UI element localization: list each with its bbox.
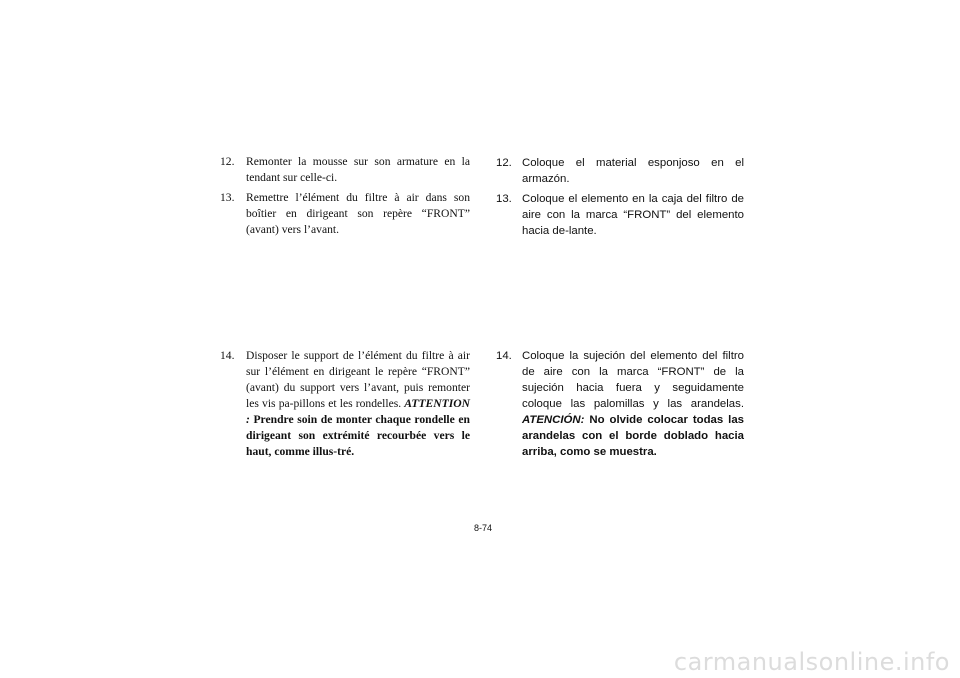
spanish-column-bottom <box>496 348 744 460</box>
watermark: carmanualsonline.info <box>673 648 950 676</box>
french-column-bottom <box>220 348 470 460</box>
spanish-column-top <box>496 155 744 239</box>
step-text: Remettre l’élément du filtre à air dans son boîtier en dirigeant son repère “FRONT” (avant) vers l’avant. <box>246 191 470 236</box>
french-step-13 <box>220 190 470 238</box>
spanish-step-14 <box>496 348 744 460</box>
step-text: Disposer le support de l’élément du filtre à air sur l’élément en dirigeant le repère “FRONT” (avant) du support vers l’avant, puis remonter les vis pa-pillons et les rondelles. <box>246 349 470 410</box>
spanish-step-13 <box>496 191 744 239</box>
french-column-top <box>220 154 470 238</box>
step-number: 13. <box>496 193 512 205</box>
french-step-12 <box>220 154 470 186</box>
french-step-14 <box>220 348 470 460</box>
step-number: 12. <box>496 157 512 169</box>
page-number: 8-74 <box>474 523 493 533</box>
attention-label: ATTENTION : <box>246 397 470 426</box>
spanish-step-12 <box>496 155 744 187</box>
step-number: 13. <box>220 191 235 204</box>
step-number: 12. <box>220 155 235 168</box>
step-text: Coloque el elemento en la caja del filtro de aire con la marca “FRONT” del elemento hacia de-lante. <box>522 193 744 237</box>
step-number: 14. <box>220 349 235 362</box>
step-text: Coloque la sujeción del elemento del filtro de aire con la marca “FRONT” de la sujeción hacia fuera y seguidamente coloque las palomillas y las arandelas. <box>522 350 744 410</box>
attention-text: Prendre soin de monter chaque rondelle en dirigeant son extrémité recourbée vers le haut, comme illus-tré. <box>246 413 470 458</box>
attention-label: ATENCIÓN: <box>522 414 585 426</box>
step-text: Coloque el material esponjoso en el armazón. <box>522 157 744 185</box>
step-text: Remonter la mousse sur son armature en la tendant sur celle-ci. <box>246 155 470 184</box>
attention-text: No olvide colocar todas las arandelas con el borde doblado hacia arriba, como se muestra. <box>522 414 744 458</box>
step-number: 14. <box>496 350 512 362</box>
